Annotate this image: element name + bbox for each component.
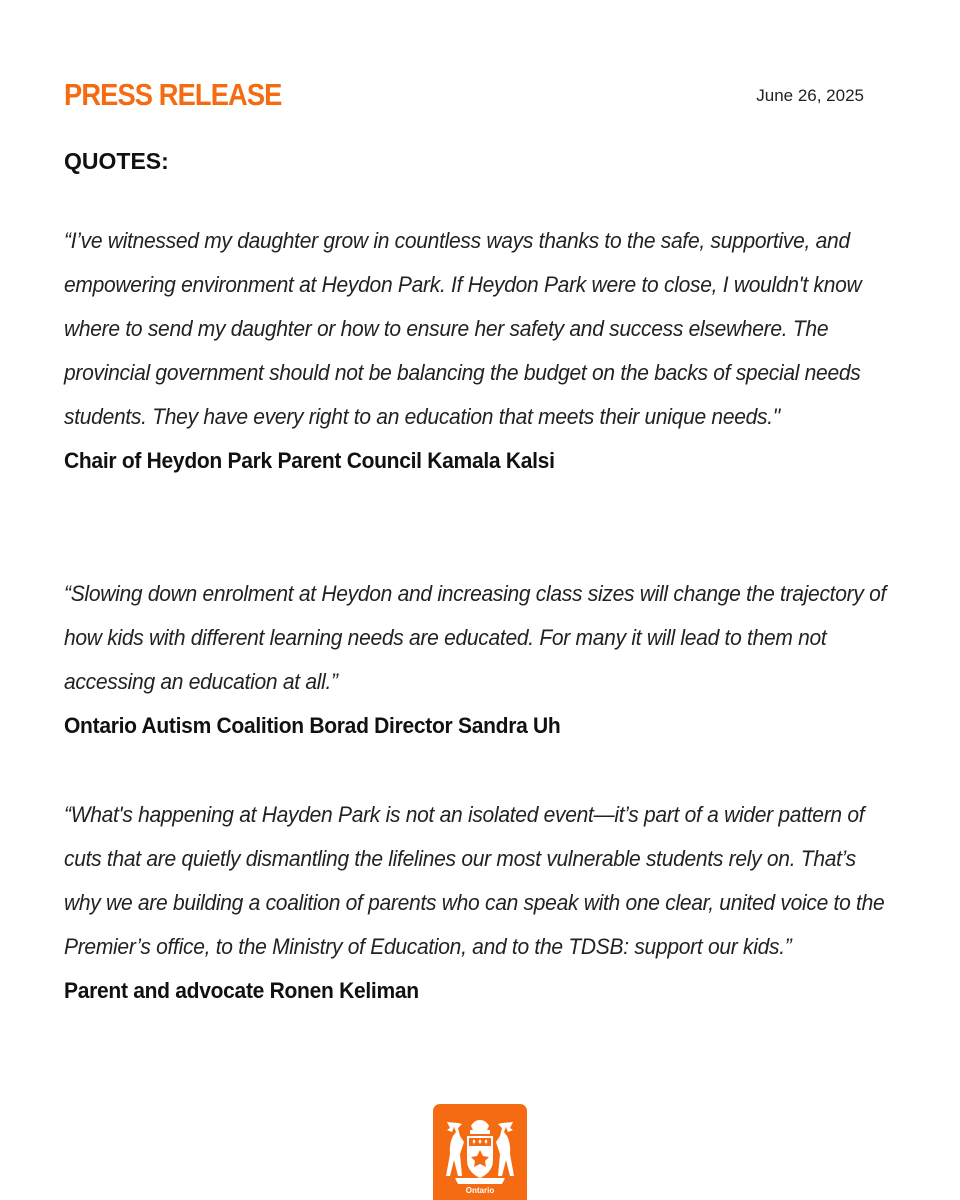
quote-text: “What's happening at Hayden Park is not an isolated event—it’s part of a wider pattern of cuts that are quietly dismantling the lifelines our most vulnerable students rely on. That’s why we are building a coalition of parents who can speak with one clear, united voice to the Premier’s office, to the Ministry of Education, and to the TDSB: support our kids.”	[64, 802, 885, 959]
logo-wordmark: Ontario	[465, 1186, 495, 1195]
press-release-title: PRESS RELEASE	[64, 77, 282, 112]
quote-block	[64, 572, 904, 748]
ontario-logo	[433, 1104, 527, 1200]
quote-attribution: Ontario Autism Coalition Borad Director Sandra Uh	[64, 713, 561, 738]
press-release-header	[64, 76, 864, 116]
quote-text: “Slowing down enrolment at Heydon and increasing class sizes will change the trajectory of how kids with different learning needs are educated. For many it will lead to them not accessing an education at all.”	[64, 581, 887, 694]
quote-block	[64, 219, 904, 483]
quote-text: “I’ve witnessed my daughter grow in countless ways thanks to the safe, supportive, and empowering environment at Heydon Park. If Heydon Park were to close, I wouldn't know where to send my daughter or how to ensure her safety and success elsewhere. The provincial government should not be balancing the budget on the backs of special needs students. They have every right to an education that meets their unique needs."	[64, 228, 862, 429]
quote-attribution: Parent and advocate Ronen Keliman	[64, 978, 419, 1003]
quotes-heading: QUOTES:	[64, 148, 169, 174]
release-date: June 26, 2025	[756, 86, 864, 105]
quote-block	[64, 793, 904, 1013]
quote-attribution: Chair of Heydon Park Parent Council Kamala Kalsi	[64, 448, 555, 473]
